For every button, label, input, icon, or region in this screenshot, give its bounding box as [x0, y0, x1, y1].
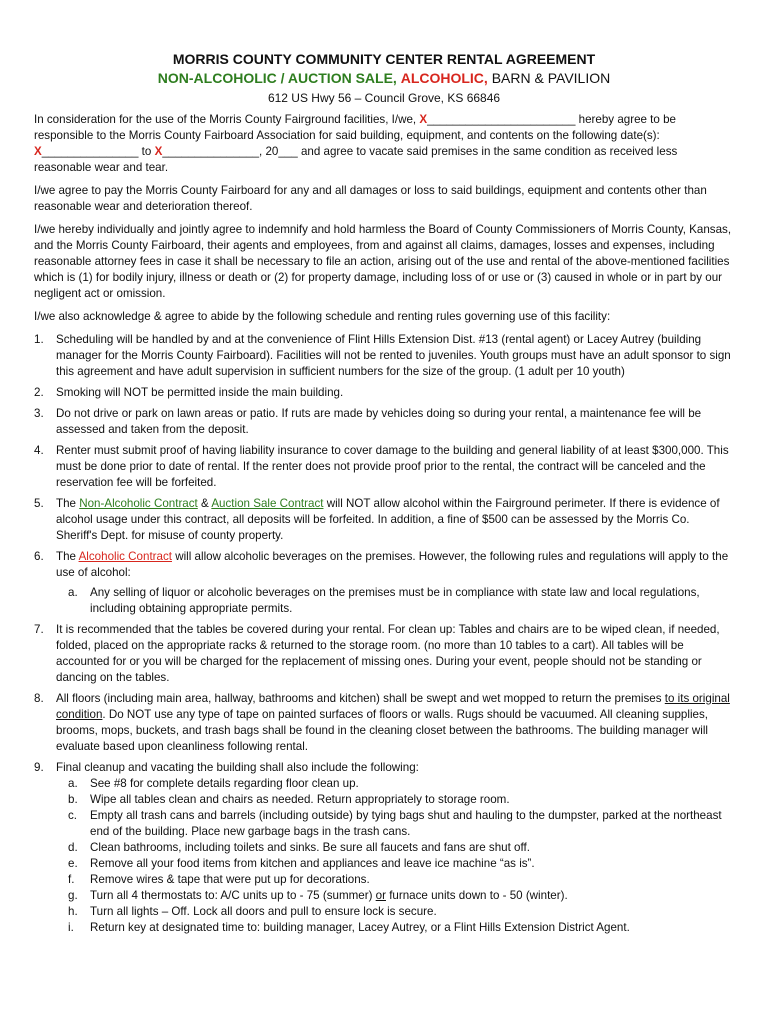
rule-9e: e. Remove all your food items from kitchen and appliances and leave ice machine “as is”.: [68, 857, 535, 870]
rule-9b: b. Wipe all tables clean and chairs as needed. Return appropriately to storage room.: [68, 793, 510, 806]
indemnity-paragraph: I/we hereby individually and jointly agree to indemnify and hold harmless the Board of County Commissioners of Morris County, Kansas, and the Morris County Fairboard, their agents and employees, from and against all claims, damages, losses and expenses, including reasonable attorney fees in case it shall be necessary to file an action, arising out of the use and rental of the above-mentioned facilities which is (1) for bodily injury, illness or death or (2) for property damage, including loss of or use or (3) caused in whole or in part by our negligent act or omission.: [34, 223, 732, 300]
rule-9g: g. Turn all 4 thermostats to: A/C units up to - 75 (summer) or furnace units down to - 50 (winter).: [68, 889, 568, 902]
rule-6-sublist: [56, 585, 734, 617]
rule-9a: a. See #8 for complete details regarding floor clean up.: [68, 777, 359, 790]
document-subtitle: [34, 68, 734, 88]
subtitle-nonalcoholic: NON-ALCOHOLIC / AUCTION SALE,: [157, 70, 397, 86]
rule-3: 3. Do not drive or park on lawn areas or patio. If ruts are made by vehicles doing so during your rental, a maintenance fee will be assessed and taken from the deposit.: [34, 407, 702, 436]
date-start-marker: X: [34, 145, 42, 158]
rental-agreement-page: [34, 50, 734, 941]
renter-name-blank[interactable]: _______________________: [427, 113, 576, 126]
auction-sale-contract-link[interactable]: Auction Sale Contract: [211, 497, 324, 510]
non-alcoholic-contract-link[interactable]: Non-Alcoholic Contract: [79, 497, 198, 510]
rule-9c: c. Empty all trash cans and barrels (including outside) by tying bags shut and hauling to the dumpster, parked at the northeast end of the building. Place new garbage bags in the trash cans.: [68, 809, 722, 838]
rule-2: 2. Smoking will NOT be permitted inside the main building.: [34, 386, 344, 399]
rules-list: [34, 332, 734, 936]
start-date-blank[interactable]: _______________: [41, 145, 139, 158]
signature-marker: X: [419, 113, 428, 126]
subtitle-barn: BARN & PAVILION: [491, 70, 611, 86]
address: 612 US Hwy 56 – Council Grove, KS 66846: [267, 91, 501, 105]
rule-7: 7. It is recommended that the tables be covered during your rental. For clean up: Tables and chairs are to be wiped clean, if needed, folded, placed on the appropriate racks & returned to the storage room. (no more than 10 tables to a cart). All tables will be accounted for or you will be charged for the replacement of missing ones. During your event, people should not be standing or dancing on the tables.: [34, 623, 720, 684]
rule-6a: a. Any selling of liquor or alcoholic beverages on the premises must be in compliance with state law and local regulations, including obtaining appropriate permits.: [68, 586, 700, 615]
alcoholic-contract-link[interactable]: Alcoholic Contract: [78, 550, 172, 563]
rule-9: 9. Final cleanup and vacating the building shall also include the following: a. See #8 for complete details regarding floor clean up. b. Wipe all tables clean and chairs as needed. Return appropriately to storage room. c. Empty all trash cans and barrels (including outside) by tying bags shut and hauling to the dumpster, parked at the northeast end of the building. Place new garbage bags in the trash cans. d. Clean bathrooms, including toilets and sinks. Be sure all faucets and fans are shut off. e. Remove all your food items from kitchen and appliances and leave ice machine “as is”. f. Remove wires & tape that were put up for decorations. g. Turn all 4 thermostats to: A/C units up to - 75 (summer) or furnace units down to - 50 (winter). h. Turn all lights – Off. Lock all doors and pull to ensure lock is secure. i. Return key at designated time to: building manager, Lacey Autrey, or a Flint Hills Extension District Agent.: [34, 760, 734, 936]
rule-9d: d. Clean bathrooms, including toilets and sinks. Be sure all faucets and fans are shut off.: [68, 841, 530, 854]
rule-9f: f. Remove wires & tape that were put up for decorations.: [68, 873, 370, 886]
rule-6: 6. The Alcoholic Contract will allow alcoholic beverages on the premises. However, the following rules and regulations will apply to the use of alcohol: a. Any selling of liquor or alcoholic beverages on the premises must be in compliance with state law and local regulations, including obtaining appropriate permits.: [34, 549, 734, 617]
year-blank[interactable]: ___: [278, 145, 298, 158]
rule-1: 1. Scheduling will be handled by and at the convenience of Flint Hills Extension Dist. #13 (rental agent) or Lacey Autrey (building manager for the Morris County Fairboard). Facilities will not be rented to juveniles. Youth groups must have an adult sponsor to sign this agreement and have adult supervision in sufficient numbers for the size of the group. (1 adult per 10 youth): [34, 333, 731, 378]
rule-8: 8. All floors (including main area, hallway, bathrooms and kitchen) shall be swept and wet mopped to return the premises to its original condition. Do NOT use any type of tape on painted surfaces of floors or walls. Rugs should be vacuumed. All cleaning supplies, brooms, mops, buckets, and trash bags shall be found in the cleaning closet between the bathrooms. The building manager will evaluate based upon cleanliness following rental.: [34, 692, 730, 753]
acknowledge-paragraph: I/we also acknowledge & agree to abide by the following schedule and renting rules governing use of this facility:: [34, 310, 611, 323]
intro-paragraph: In consideration for the use of the Morris County Fairground facilities, I/we, X_______________________ hereby agree to be responsible to the Morris County Fairboard Association for said building, equipment, and contents on the following date(s): X_______________ to X_______________, 20___ and agree to vacate said premises in the same condition as received less reasonable wear and tear.: [34, 113, 678, 174]
subtitle-alcoholic: ALCOHOLIC,: [400, 70, 488, 86]
rule-9-sublist: [56, 776, 734, 936]
date-end-marker: X: [154, 145, 163, 158]
document-title: MORRIS COUNTY COMMUNITY CENTER RENTAL AGREEMENT: [172, 51, 596, 67]
rule-5: 5. The Non-Alcoholic Contract & Auction Sale Contract will NOT allow alcohol within the Fairground perimeter. If there is evidence of alcohol usage under this contract, all deposits will be forfeited. In addition, a fine of $500 can be assessed by the Morris Co. Sheriff's Dept. for misuse of county property.: [34, 497, 720, 542]
rule-9i: i. Return key at designated time to: building manager, Lacey Autrey, or a Flint Hills Extension District Agent.: [68, 921, 630, 934]
end-date-blank[interactable]: _______________: [162, 145, 260, 158]
rule-9h: h. Turn all lights – Off. Lock all doors and pull to ensure lock is secure.: [68, 905, 437, 918]
rule-4: 4. Renter must submit proof of having liability insurance to cover damage to the building and general liability of at least $300,000. This must be done prior to date of rental. If the renter does not provide proof prior to the rental, the contract will be canceled and the reservation fee will be forfeited.: [34, 444, 729, 489]
damages-paragraph: I/we agree to pay the Morris County Fairboard for any and all damages or loss to said buildings, equipment and contents other than reasonable wear and deterioration thereof.: [34, 184, 707, 213]
